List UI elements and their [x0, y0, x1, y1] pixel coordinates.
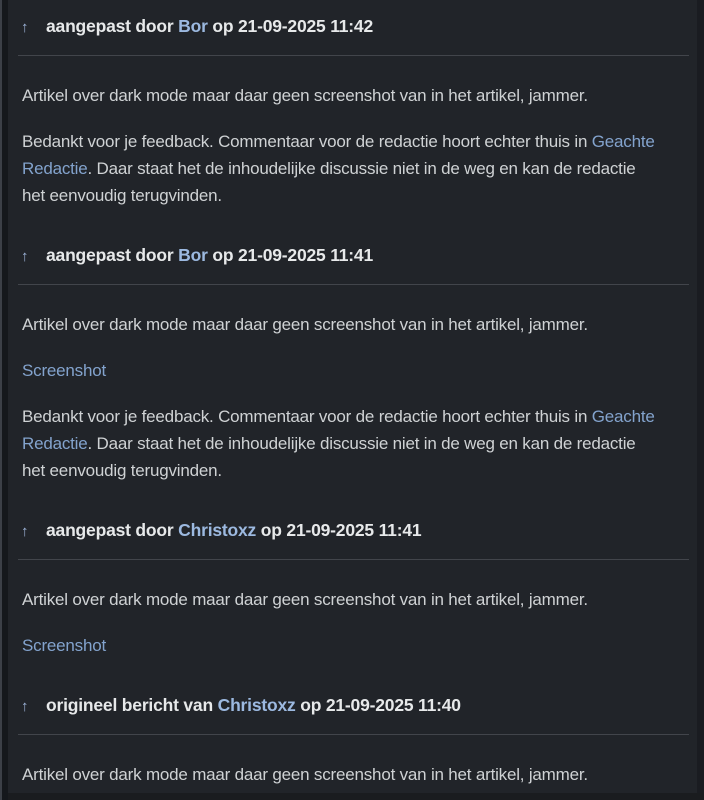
entry-action-text: aangepast door: [46, 16, 179, 36]
entry-timestamp: op 21-09-2025 11:42: [207, 16, 373, 36]
right-gutter: [697, 0, 704, 800]
scroll-to-message-arrow-icon[interactable]: ↑: [21, 19, 29, 36]
entry-timestamp: op 21-09-2025 11:40: [295, 695, 461, 715]
entry-header: [18, 229, 689, 284]
message-text: Bedankt voor je feedback. Commentaar voor de redactie hoort echter thuis in: [22, 407, 592, 426]
message-text: Artikel over dark mode maar daar geen screenshot van in het artikel, jammer.: [22, 590, 588, 609]
message-text: Artikel over dark mode maar daar geen screenshot van in het artikel, jammer.: [22, 86, 588, 105]
username-link[interactable]: Christoxz: [217, 695, 296, 715]
entry-divider: [18, 284, 689, 285]
message-text: Artikel over dark mode maar daar geen screenshot van in het artikel, jammer.: [22, 315, 588, 334]
entry-divider: [18, 55, 689, 56]
entry-header: [18, 679, 689, 734]
inline-link[interactable]: Screenshot: [22, 636, 106, 655]
scroll-to-message-arrow-icon[interactable]: ↑: [21, 523, 29, 540]
inline-link[interactable]: Geachte Redactie: [22, 407, 655, 453]
message-paragraph: [22, 586, 656, 613]
entry-title: [46, 692, 461, 718]
scroll-to-message-arrow-icon[interactable]: ↑: [21, 698, 29, 715]
entry-timestamp: op 21-09-2025 11:41: [256, 520, 422, 540]
entry-header: [18, 0, 689, 55]
username-link[interactable]: Bor: [178, 16, 208, 36]
entry-body: [18, 311, 689, 504]
message-paragraph: [22, 632, 656, 659]
history-entry: [18, 0, 689, 229]
entry-action-text: aangepast door: [46, 245, 179, 265]
scroll-to-message-arrow-icon[interactable]: ↑: [21, 248, 29, 265]
entry-action-text: origineel bericht van: [46, 695, 218, 715]
message-text: Bedankt voor je feedback. Commentaar voor de redactie hoort echter thuis in: [22, 132, 592, 151]
message-paragraph: [22, 128, 656, 209]
message-paragraph: [22, 761, 656, 788]
entry-title: [46, 242, 373, 268]
entry-title: [46, 517, 421, 543]
entry-action-text: aangepast door: [46, 520, 179, 540]
message-paragraph: [22, 311, 656, 338]
username-link[interactable]: Bor: [178, 245, 208, 265]
entry-header: [18, 504, 689, 559]
history-entry: [18, 679, 689, 800]
bottom-edge-strip: [8, 793, 704, 800]
entry-divider: [18, 734, 689, 735]
message-text: . Daar staat het de inhoudelijke discussie niet in de weg en kan de redactie het eenvoudig terugvinden.: [22, 434, 636, 480]
message-paragraph: [22, 82, 656, 109]
message-paragraph: [22, 357, 656, 384]
history-entry: [18, 229, 689, 504]
inline-link[interactable]: Screenshot: [22, 361, 106, 380]
entry-title: [46, 13, 373, 39]
history-entry-list: [8, 0, 697, 800]
left-gutter: [0, 0, 8, 800]
message-paragraph: [22, 403, 656, 484]
message-text: Artikel over dark mode maar daar geen screenshot van in het artikel, jammer.: [22, 765, 588, 784]
entry-timestamp: op 21-09-2025 11:41: [207, 245, 373, 265]
entry-divider: [18, 559, 689, 560]
history-entry: [18, 504, 689, 679]
username-link[interactable]: Christoxz: [178, 520, 257, 540]
entry-body: [18, 82, 689, 229]
message-text: . Daar staat het de inhoudelijke discussie niet in de weg en kan de redactie het eenvoudig terugvinden.: [22, 159, 636, 205]
entry-body: [18, 586, 689, 679]
inline-link[interactable]: Geachte Redactie: [22, 132, 655, 178]
